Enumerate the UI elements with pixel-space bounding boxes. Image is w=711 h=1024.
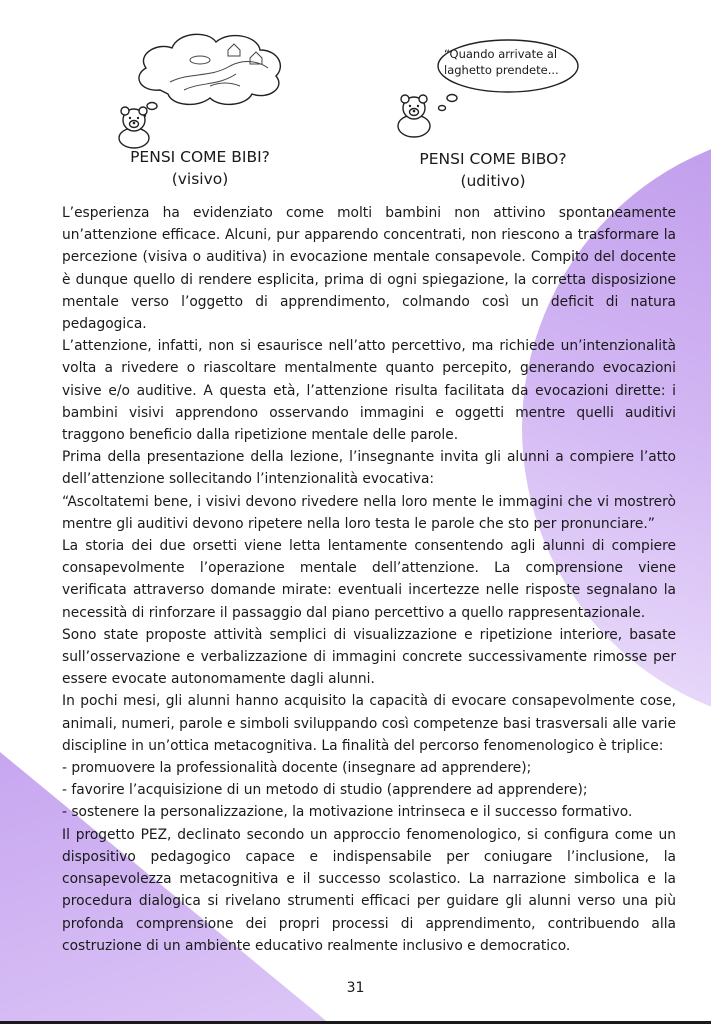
paragraph: L’attenzione, infatti, non si esaurisce nell’atto percettivo, ma richiede un’intenzionalità volta a rivedere o riascoltare mentalmente quanto percepito, generando evocazioni visive e/o auditive. A questa età, l’attenzione risulta facilitata da evocazioni dirette: i bambini visivi apprendono osservando immagini e oggetti mentre quelli auditivi traggono beneficio dalla ripetizione mentale delle parole. xyxy=(62,338,676,444)
caption-bibo-subtitle: (uditivo) xyxy=(460,172,526,190)
paragraph: L’esperienza ha evidenziato come molti bambini non attivino spontaneamente un’attenzione efficace. Alcuni, pur apparendo concentrati, non riescono a trasformare la percezione (visiva o auditiva) in evocazione mentale consapevole. Compito del docente è dunque quello di rendere esplicita, prima di ogni spiegazione, la corretta disposizione mentale verso l’oggetto di apprendimento, colmando così un deficit di natura pedagogica. xyxy=(62,205,676,333)
caption-bibi-title: PENSI COME BIBI? xyxy=(130,148,270,166)
caption-bibo-title: PENSI COME BIBO? xyxy=(419,150,567,168)
caption-bibo xyxy=(380,148,606,192)
paragraph: In pochi mesi, gli alunni hanno acquisito la capacità di evocare consapevolmente cose, animali, numeri, parole e simboli sviluppando così competenze basi trasversali alle varie discipline in un’ottica metacognitiva. La finalità del percorso fenomenologico è triplice: xyxy=(62,693,676,754)
bullet-item: - promuovere la professionalità docente (insegnare ad apprendere); xyxy=(62,760,532,777)
bibi-bear-thought-illustration xyxy=(100,20,310,150)
paragraph: La storia dei due orsetti viene letta lentamente consentendo agli alunni di compiere consapevolmente l’operazione mentale dell’attenzione. La comprensione viene verificata attraverso domande mirate: eventuali incertezze nelle risposte segnalano la necessità di rinforzare il passaggio dal piano percettivo a quello rappresentazionale. xyxy=(62,538,676,621)
body-text xyxy=(62,202,676,957)
bullet-item: - sostenere la personalizzazione, la motivazione intrinseca e il successo formativo. xyxy=(62,804,633,821)
closing-paragraph: Il progetto PEZ, declinato secondo un approccio fenomenologico, si configura come un dispositivo pedagogico capace e indispensabile per coniugare l’inclusione, la consapevolezza metacognitiva e il successo scolastico. La narrazione simbolica e la procedura dialogica si rivelano strumenti efficaci per guidare gli alunni verso una più profonda comprensione dei propri processi di apprendimento, contribuendo alla costruzione di un ambiente educativo realmente inclusivo e democratico. xyxy=(62,826,676,954)
quote-paragraph: “Ascoltatemi bene, i visivi devono rivedere nella loro mente le immagini che vi mostrerò mentre gli auditivi devono ripetere nella loro testa le parole che sto per pronunciare.” xyxy=(62,493,676,532)
bullet-item: - favorire l’acquisizione di un metodo di studio (apprendere ad apprendere); xyxy=(62,782,588,799)
caption-bibi xyxy=(95,146,305,190)
page-number: 31 xyxy=(346,980,365,996)
paragraph: Prima della presentazione della lezione, l’insegnante invita gli alunni a compiere l’atto dell’attenzione sollecitando l’intenzionalità evocativa: xyxy=(62,449,676,488)
paragraph: Sono state proposte attività semplici di visualizzazione e ripetizione interiore, basate sull’osservazione e verbalizzazione di immagini concrete successivamente rimosse per essere evocate autonomamente dagli alunni. xyxy=(62,626,676,688)
caption-bibi-subtitle: (visivo) xyxy=(171,170,229,188)
speech-bubble-text: “Quando arrivate al laghetto prendete... xyxy=(444,47,559,77)
